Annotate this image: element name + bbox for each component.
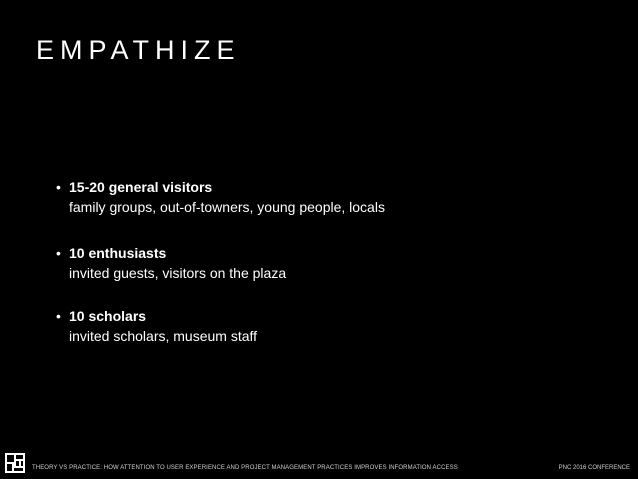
bullet-marker: • [56, 179, 61, 195]
bullet-item [56, 244, 385, 283]
bullet-description: invited scholars, museum staff [69, 328, 258, 344]
bullet-marker: • [56, 308, 61, 324]
bullet-marker: • [56, 245, 61, 261]
slide-title: EMPATHIZE [36, 35, 241, 65]
footer-conference-name: PNC 2016 CONFERENCE [558, 465, 630, 471]
bullet-description: invited guests, visitors on the plaza [69, 265, 287, 281]
bullet-heading: 10 enthusiasts [69, 245, 167, 261]
bullet-item [56, 307, 385, 346]
bullet-item [56, 178, 385, 217]
bullet-heading: 10 scholars [69, 308, 147, 324]
bullet-heading: 15-20 general visitors [69, 179, 213, 195]
footer-presentation-title: THEORY VS PRACTICE: HOW ATTENTION TO USER EXPERIENCE AND PROJECT MANAGEMENT PRACTICES IMPROVES INFORMATION ACCESS [32, 465, 458, 471]
logo-icon [5, 453, 25, 473]
bullet-description: family groups, out-of-towners, young people, locals [69, 199, 385, 215]
bullet-list [56, 178, 385, 346]
